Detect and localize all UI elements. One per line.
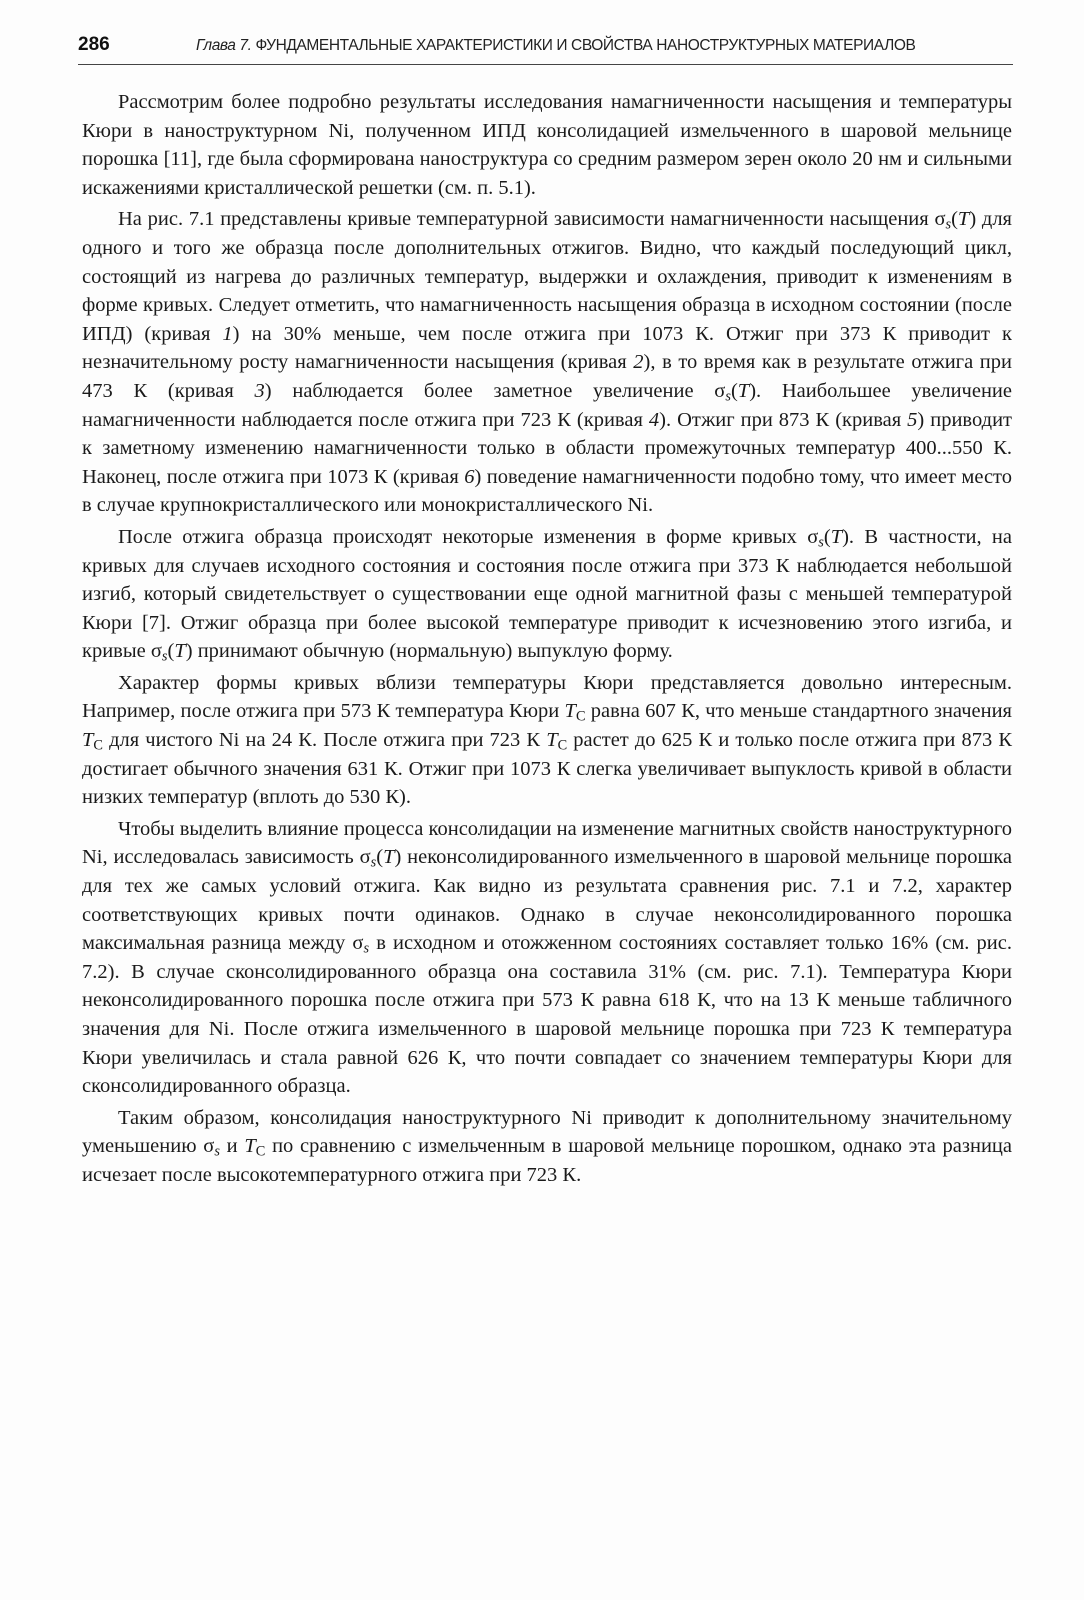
chapter-title: ФУНДАМЕНТАЛЬНЫЕ ХАРАКТЕРИСТИКИ И СВОЙСТВА НАНОСТРУКТУРНЫХ МАТЕРИАЛОВ xyxy=(255,37,916,54)
paragraph: Рассмотрим более подробно результаты исследования намагниченности насыщения и температуры Кюри в наноструктурном Ni, полученном ИПД консолидацией измельченного в шаровой мельнице порошка [11], где была сформирована наноструктура со средним размером зерен около 20 нм и сильными искажениями кристаллической решетки (см. п. 5.1). xyxy=(82,91,1012,199)
body-text xyxy=(82,88,1012,1190)
paragraph: Характер формы кривых вблизи температуры Кюри представляется довольно интересным. Например, после отжига при 573 К температура Кюри $T_C$ равна 607 К, что меньше стандартного значения $T_C$ для чистого Ni на 24 К. После отжига при 723 К $T_C$ растет до 625 К и только после отжига при 873 К достигает обычного значения 631 К. Отжиг при 1073 К слегка увеличивает выпуклость кривой в области низких температур (вплоть до 530 К). xyxy=(82,671,1012,809)
paragraph: После отжига образца происходят некоторые изменения в форме кривых $\sigma_s(T)$. В частности, на кривых для случаев исходного состояния и состояния после отжига при 373 К наблюдается небольшой изгиб, который свидетельствует о существовании еще одной магнитной фазы с меньшей температурой Кюри [7]. Отжиг образца при более высокой температуре приводит к исчезновению этого изгиба, и кривые $\sigma_s(T)$ принимают обычную (нормальную) выпуклую форму. xyxy=(82,525,1013,665)
paragraph: Таким образом, консолидация наноструктурного Ni приводит к дополнительному значительному уменьшению $\sigma_s$ и $T_C$ по сравнению с измельченным в шаровой мельнице порошком, однако эта разница исчезает после высокотемпературного отжига при 723 К. xyxy=(82,1106,1012,1186)
paragraph: Чтобы выделить влияние процесса консолидации на изменение магнитных свойств наноструктурного Ni, исследовалась зависимость $\sigma_s(T)$ неконсолидированного измельченного в шаровой мельнице порошка для тех же самых условий отжига. Как видно из результата сравнения рис. 7.1 и 7.2, характер соответствующих кривых почти одинаков. Однако в случае неконсолидированного порошка максимальная разница между $\sigma_s$ в исходном и отожженном состояниях составляет только 16% (см. рис. 7.2). В случае сконсолидированного образца она составила 31% (см. рис. 7.1). Температура Кюри неконсолидированного порошка после отжига при 573 К равна 618 К, что на 13 К меньше табличного значения для Ni. После отжига измельченного в шаровой мельнице порошка при 723 К температура Кюри увеличилась и стала равной 626 К, что почти совпадает со значением температуры Кюри для сконсолидированного образца. xyxy=(82,817,1012,1098)
chapter-prefix: Глава 7. xyxy=(196,37,252,54)
running-head xyxy=(196,37,915,55)
header-rule xyxy=(78,64,1013,65)
page-header xyxy=(78,34,1013,64)
paragraph: На рис. 7.1 представлены кривые температурной зависимости намагниченности насыщения $\sigma_s(T)$ для одного и того же образца после дополнительных отжигов. Видно, что каждый последующий цикл, состоящий из нагрева до различных температур, выдержки и охлаждения, приводит к изменениям в форме кривых. Следует отметить, что намагниченность насыщения образца в исходном состоянии (после ИПД) (кривая 1) на 30% меньше, чем после отжига при 1073 К. Отжиг при 373 К приводит к незначительному росту намагниченности насыщения (кривая 2), в то время как в результате отжига при 473 К (кривая 3) наблюдается более заметное увеличение $\sigma_s(T)$. Наибольшее увеличение намагниченности наблюдается после отжига при 723 К (кривая 4). Отжиг при 873 К (кривая 5) приводит к заметному изменению намагниченности только в области промежуточных температур 400...550 К. Наконец, после отжига при 1073 К (кривая 6) поведение намагниченности подобно тому, что имеет место в случае крупнокристаллического или монокристаллического Ni. xyxy=(82,208,1012,517)
page-number: 286 xyxy=(78,34,110,55)
